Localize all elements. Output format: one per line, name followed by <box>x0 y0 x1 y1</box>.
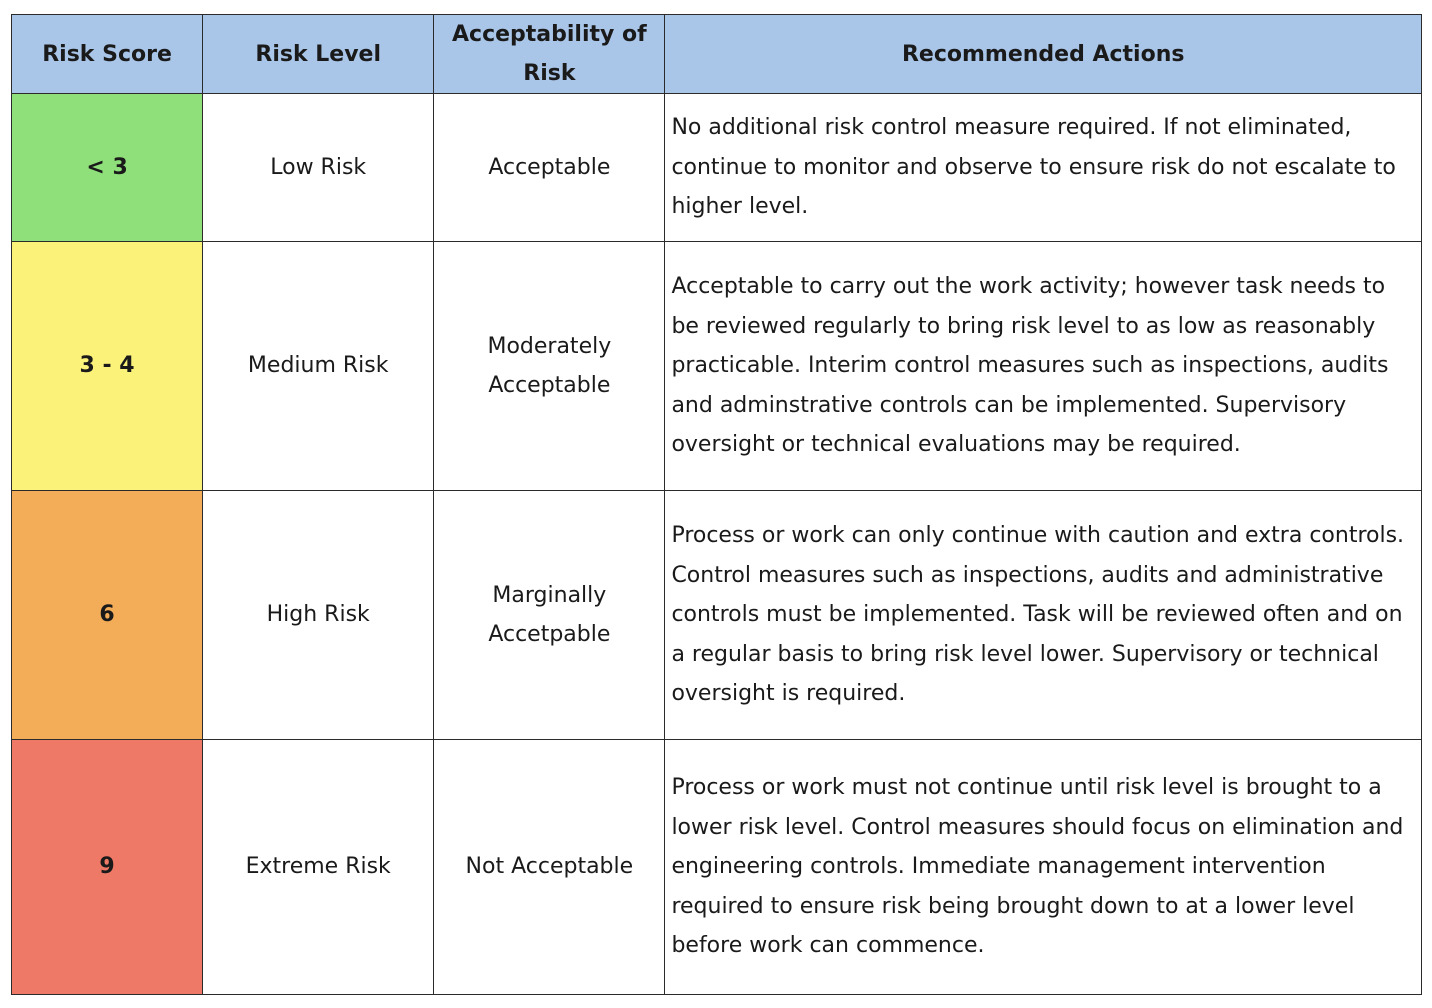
recommended-actions-cell: Acceptable to carry out the work activity; however task needs to be reviewed regularly to bring risk level to as low as reasonably practicable. Interim control measures such as inspections, audits and adminstrative controls can be implemented. Supervisory oversight or technical evaluations may be required. <box>665 242 1422 491</box>
header-risk-level: Risk Level <box>203 15 434 94</box>
acceptability-text: Marginally Accetpable <box>488 582 611 647</box>
table-row-medium <box>12 242 1422 491</box>
risk-level-cell: High Risk <box>203 491 434 740</box>
risk-level-cell: Medium Risk <box>203 242 434 491</box>
acceptability-cell <box>434 491 665 740</box>
acceptability-text: Not Acceptable <box>465 854 634 880</box>
acceptability-cell <box>434 94 665 242</box>
header-row <box>12 15 1422 94</box>
risk-level-cell: Extreme Risk <box>203 740 434 995</box>
acceptability-text: Moderately Acceptable <box>487 333 612 398</box>
recommended-actions-cell: No additional risk control measure required. If not eliminated, continue to monitor and observe to ensure risk do not escalate to higher level. <box>665 94 1422 242</box>
risk-score-cell: 6 <box>12 491 203 740</box>
acceptability-cell <box>434 740 665 995</box>
header-risk-score: Risk Score <box>12 15 203 94</box>
header-acceptability <box>434 15 665 94</box>
table-row-high <box>12 491 1422 740</box>
recommended-actions-cell: Process or work must not continue until risk level is brought to a lower risk level. Control measures should focus on elimination and engineering controls. Immediate management intervention required to ensure risk being brought down to at a lower level before work can commence. <box>665 740 1422 995</box>
risk-score-cell: 3 - 4 <box>12 242 203 491</box>
risk-matrix-table <box>11 14 1422 995</box>
table-row-low <box>12 94 1422 242</box>
header-recommended-actions: Recommended Actions <box>665 15 1422 94</box>
risk-score-cell: 9 <box>12 740 203 995</box>
table-row-extreme <box>12 740 1422 995</box>
header-acceptability-text: Acceptability of Risk <box>452 22 647 86</box>
recommended-actions-cell: Process or work can only continue with caution and extra controls. Control measures such as inspections, audits and administrative controls must be implemented. Task will be reviewed often and on a regular basis to bring risk level lower. Supervisory or technical oversight is required. <box>665 491 1422 740</box>
risk-level-cell: Low Risk <box>203 94 434 242</box>
acceptability-cell <box>434 242 665 491</box>
risk-score-cell: < 3 <box>12 94 203 242</box>
acceptability-text: Acceptable <box>488 154 611 180</box>
